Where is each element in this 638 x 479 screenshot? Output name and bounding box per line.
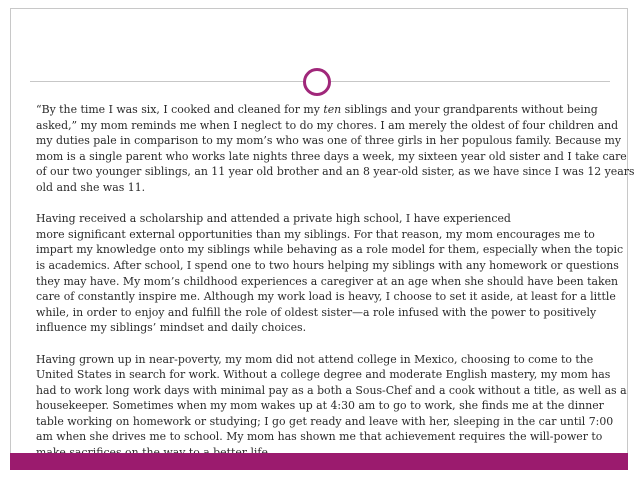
text-line: mom is a single parent who works late nights three days a week, my sixteen year old sister and I take care	[36, 149, 627, 163]
text-line: Having received a scholarship and attended a private high school, I have experienced	[36, 212, 511, 226]
paragraph-2	[36, 211, 624, 336]
text-line: impart my knowledge onto my siblings while behaving as a role model for them, especially when the topic	[36, 243, 624, 257]
text-line: asked,” my mom reminds me when I neglect to do my chores. I am merely the oldest of four children and	[36, 118, 619, 132]
text-line: am when she drives me to school. My mom has shown me that achievement requires the will-power to	[36, 430, 603, 444]
text-line: more significant external opportunities than my siblings. For that reason, my mom encourages me to	[36, 227, 595, 241]
text-line: influence my siblings’ mindset and daily choices.	[36, 321, 307, 335]
text-line: care of constantly inspire me. Although my work load is heavy, I choose to set it aside, at least for a little	[36, 290, 616, 304]
text-line: table working on homework or studying; I go get ready and leave with her, sleeping in the car until 7:00	[36, 414, 614, 428]
text-line: old and she was 11.	[36, 180, 146, 194]
text-line: of our two younger siblings, an 11 year old brother and an 8 year-old sister, as we have since I was 12 years	[36, 165, 635, 179]
text-line: is academics. After school, I spend one to two hours helping my siblings with any homework or questions	[36, 258, 619, 272]
text-line: my duties pale in comparison to my mom’s who was one of three girls in her populous family. Because my	[36, 134, 621, 148]
essay-body	[36, 102, 635, 461]
text-line: housekeeper. Sometimes when my mom wakes up at 4:30 am to go to work, she finds me at the dinner	[36, 399, 604, 413]
text-line: Having grown up in near-poverty, my mom did not attend college in Mexico, choosing to come to the	[36, 352, 594, 366]
paragraph-1	[36, 102, 635, 196]
text-line: United States in search for work. Without a college degree and moderate English mastery, my mom has	[36, 368, 611, 382]
footer-band	[10, 453, 628, 470]
text-line: they may have. My mom’s childhood experiences a caregiver at an age when she should have been taken	[36, 274, 619, 288]
text-line: while, in order to enjoy and fulfill the role of oldest sister—a role infused with the power to positively	[36, 305, 597, 319]
ring-ornament	[303, 68, 331, 96]
text-line: “By the time I was six, I cooked and cleaned for my ten siblings and your grandparents without being	[36, 103, 598, 116]
paragraph-3	[36, 352, 627, 461]
text-line: had to work long work days with minimal pay as a both a Sous-Chef and a cook without a title, as well as a	[36, 383, 627, 397]
